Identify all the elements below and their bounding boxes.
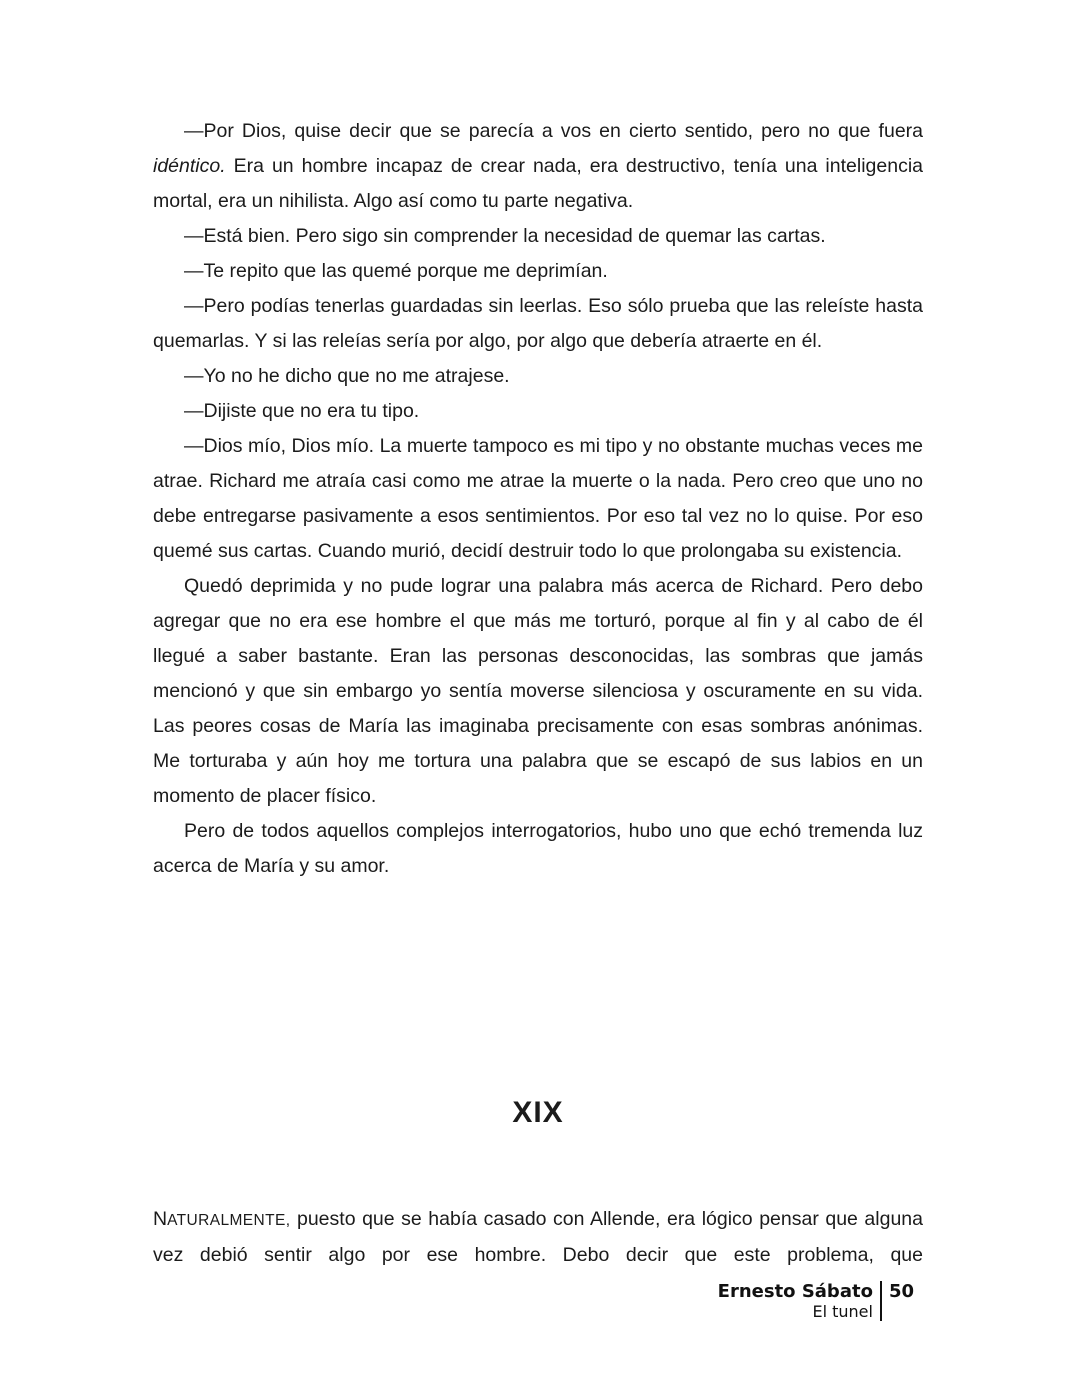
paragraph-3: —Te repito que las quemé porque me deprimían.	[184, 260, 608, 282]
paragraph-8: Quedó deprimida y no pude lograr una palabra más acerca de Richard. Pero debo agregar que no era ese hombre el que más me torturó, porque al fin y al cabo de él llegué a saber bastante. Eran las personas desconocidas, las sombras que jamás mencionó y que sin embargo yo sentía moverse silenciosa y oscuramente en su vida. Las peores cosas de María las imaginaba precisamente con esas sombras anónimas. Me torturaba y aún hoy me tortura una palabra que se escapó de sus labios en un momento de placer físico.	[153, 575, 923, 807]
paragraph-6: —Dijiste que no era tu tipo.	[184, 400, 420, 422]
chapter-paragraph-text: puesto que se había casado con Allende, era lógico pensar que alguna vez debió sentir algo por ese hombre. Debo decir que este problema, que	[153, 1208, 923, 1266]
paragraph-1-post: Era un hombre incapaz de crear nada, era destructivo, tenía una inteligencia mortal, era un nihilista. Algo así como tu parte negativa.	[153, 155, 923, 212]
chapter-heading: XIX	[512, 1096, 564, 1129]
chapter-lead-smallcaps: ATURALMENTE,	[167, 1212, 291, 1229]
footer-divider	[880, 1281, 882, 1321]
paragraph-7: —Dios mío, Dios mío. La muerte tampoco es mi tipo y no obstante muchas veces me atrae. Richard me atraía casi como me atrae la muerte o la nada. Pero creo que uno no debe entregarse pasivamente a esos sentimientos. Por eso tal vez no lo quise. Por eso quemé sus cartas. Cuando murió, decidí destruir todo lo que prolongaba su existencia.	[153, 435, 923, 562]
page-footer	[718, 1281, 914, 1321]
footer-author: Ernesto Sábato	[717, 1281, 873, 1302]
chapter-lead-initial: N	[153, 1208, 168, 1230]
paragraph-9: Pero de todos aquellos complejos interrogatorios, hubo uno que echó tremenda luz acerca de María y su amor.	[153, 820, 923, 877]
emphasis-text: idéntico.	[153, 155, 226, 177]
footer-page-number: 50	[888, 1281, 914, 1302]
paragraph-2: —Está bien. Pero sigo sin comprender la necesidad de quemar las cartas.	[184, 225, 826, 247]
paragraph-1	[153, 114, 923, 219]
paragraph-5: —Yo no he dicho que no me atrajese.	[184, 365, 510, 387]
page-body	[153, 114, 923, 884]
footer-book-title: El tunel	[812, 1302, 873, 1321]
chapter-opening-paragraph	[153, 1202, 923, 1273]
paragraph-1-pre: —Por Dios, quise decir que se parecía a vos en cierto sentido, pero no que fuera	[184, 120, 923, 142]
footer-author-block	[718, 1281, 873, 1321]
paragraph-4: —Pero podías tenerlas guardadas sin leerlas. Eso sólo prueba que las releíste hasta quemarlas. Y si las releías sería por algo, por algo que debería atraerte en él.	[153, 295, 923, 352]
